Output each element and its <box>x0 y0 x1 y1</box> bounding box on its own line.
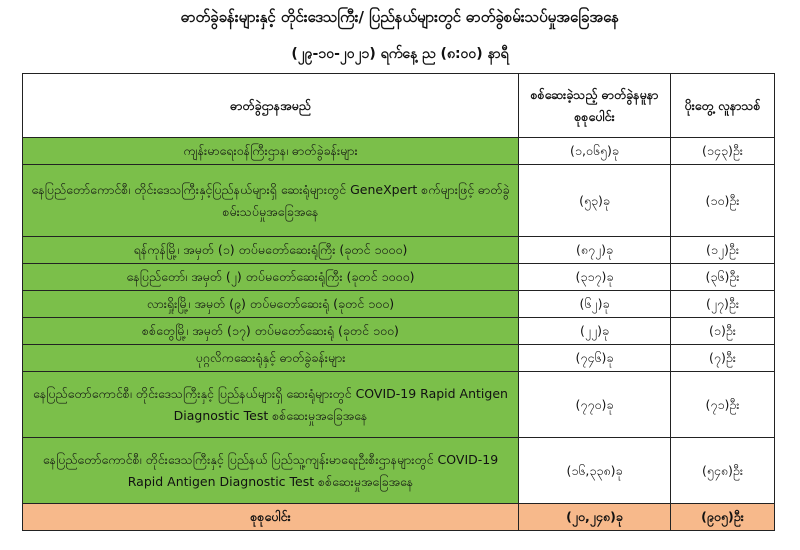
row-name: နေပြည်တော်ကောင်စီ၊ တိုင်းဒေသကြီးနှင့် ပြည်နယ်များရှိ ဆေးရုံများတွင် COVID-19 Rapid Antigen Diagnostic Test စစ်ဆေးမှုအခြေအနေ <box>23 372 519 438</box>
row-positive: (၅၄၈)ဦး <box>671 438 775 504</box>
row-positive: (၇၁)ဦး <box>671 372 775 438</box>
row-name: နေပြည်တော်ကောင်စီ၊ တိုင်းဒေသကြီးနှင့် ပြည်နယ် ပြည်သူ့ကျန်းမာရေးဦးစီးဌာနများတွင် COVID-19 Rapid Antigen Diagnostic Test စစ်ဆေးမှုအခြေအနေ <box>23 438 519 504</box>
total-label: စုစုပေါင်း <box>23 504 519 531</box>
header-total-tested: စစ်ဆေးခဲ့သည့် ဓာတ်ခွဲနမူနာ စုစုပေါင်း <box>519 74 671 138</box>
row-tested: (၁၆,၃၃၈)ခု <box>519 438 671 504</box>
table-row <box>23 237 775 264</box>
row-positive: (၁၄၃)ဦး <box>671 138 775 165</box>
row-positive: (၂၇)ဦး <box>671 291 775 318</box>
table-row <box>23 372 775 438</box>
row-positive: (၁၂)ဦး <box>671 237 775 264</box>
page-title: ဓာတ်ခွဲခန်းများနှင့် တိုင်းဒေသကြီး/ ပြည်နယ်များတွင် ဓာတ်ခွဲစမ်းသပ်မှုအခြေအနေ <box>180 8 620 26</box>
row-name: ရန်ကုန်မြို့၊ အမှတ် (၁) တပ်မတော်ဆေးရုံကြီး (ခုတင် ၁၀၀၀) <box>23 237 519 264</box>
table-row <box>23 318 775 345</box>
header-row <box>23 74 775 138</box>
row-tested: (၆၂)ခု <box>519 291 671 318</box>
row-name: စစ်တွေမြို့၊ အမှတ် (၁၇) တပ်မတော်ဆေးရုံ (ခုတင် ၁၀၀) <box>23 318 519 345</box>
row-name: ကျန်းမာရေးဝန်ကြီးဌာန၊ ဓာတ်ခွဲခန်းများ <box>23 138 519 165</box>
row-tested: (၇၄၆)ခု <box>519 345 671 372</box>
total-row <box>23 504 775 531</box>
row-positive: (၁၀)ဦး <box>671 165 775 237</box>
table-row <box>23 264 775 291</box>
row-positive: (၃၆)ဦး <box>671 264 775 291</box>
total-positive: (၉၀၅)ဦး <box>671 504 775 531</box>
table-row <box>23 165 775 237</box>
row-positive: (၇)ဦး <box>671 345 775 372</box>
row-name: လားရှိုးမြို့၊ အမှတ် (၉) တပ်မတော်ဆေးရုံ (ခုတင် ၁၀၀) <box>23 291 519 318</box>
total-tested: (၂၀,၂၄၈)ခု <box>519 504 671 531</box>
row-name: နေပြည်တော်ကောင်စီ၊ တိုင်းဒေသကြီးနှင့်ပြည်နယ်များရှိ ဆေးရုံများတွင် GeneXpert စက်များဖြင့် ဓာတ်ခွဲစမ်းသပ်မှုအခြေအနေ <box>23 165 519 237</box>
row-name: နေပြည်တော်၊ အမှတ် (၂) တပ်မတော်ဆေးရုံကြီး (ခုတင် ၁၀၀၀) <box>23 264 519 291</box>
row-tested: (၈၇၂)ခု <box>519 237 671 264</box>
lab-testing-table <box>22 73 775 531</box>
header-positive: ပိုးတွေ့ လူနာသစ် <box>671 74 775 138</box>
page-subtitle: (၂၉-၁၀-၂၀၂၁) ရက်နေ့ ည (၈:၀၀) နာရီ <box>291 46 509 62</box>
table-row <box>23 291 775 318</box>
row-tested: (၇၇၀)ခု <box>519 372 671 438</box>
row-tested: (၃၁၇)ခု <box>519 264 671 291</box>
table-row <box>23 345 775 372</box>
header-lab-location: ဓာတ်ခွဲဌာနအမည် <box>23 74 519 138</box>
row-name: ပုဂ္ဂလိကဆေးရုံနှင့် ဓာတ်ခွဲခန်းများ <box>23 345 519 372</box>
row-tested: (၅၃)ခု <box>519 165 671 237</box>
row-tested: (၁,၀၆၅)ခု <box>519 138 671 165</box>
table-row <box>23 138 775 165</box>
row-tested: (၂၂)ခု <box>519 318 671 345</box>
table-row <box>23 438 775 504</box>
row-positive: (၁)ဦး <box>671 318 775 345</box>
